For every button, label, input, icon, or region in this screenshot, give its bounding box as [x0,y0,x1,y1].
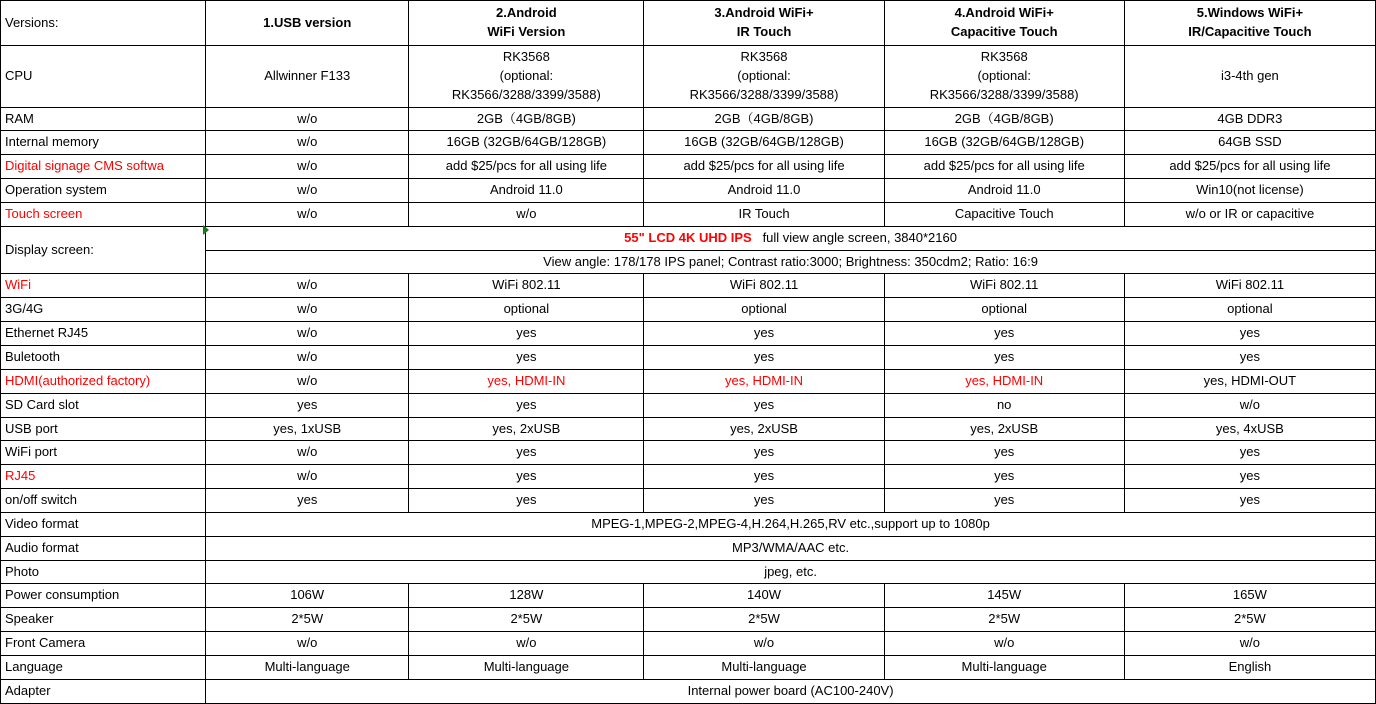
cell-wifiport-v4: yes [884,441,1124,465]
cell-speaker-v3: 2*5W [644,608,884,632]
row-label-rj45: RJ45 [1,465,206,489]
row-label-language: Language [1,655,206,679]
table-row [1,655,1376,679]
row-label-wifi: WiFi [1,274,206,298]
cell-wifiport-v2: yes [409,441,644,465]
cell-3g4g-v4: optional [884,298,1124,322]
table-header-row [1,1,1376,46]
cell-mem-v1: w/o [206,131,409,155]
row-label-operation-system: Operation system [1,179,206,203]
table-row [1,512,1376,536]
table-row [1,465,1376,489]
cell-cms-v4: add $25/pcs for all using life [884,155,1124,179]
cell-video-format: MPEG-1,MPEG-2,MPEG-4,H.264,H.265,RV etc.,support up to 1080p [206,512,1376,536]
cell-3g4g-v3: optional [644,298,884,322]
cell-wifi-v2: WiFi 802.11 [409,274,644,298]
cell-touch-v1: w/o [206,202,409,226]
cell-power-v5: 165W [1124,584,1375,608]
cell-cms-v2: add $25/pcs for all using life [409,155,644,179]
cell-wifi-v3: WiFi 802.11 [644,274,884,298]
table-row [1,274,1376,298]
cell-wifiport-v5: yes [1124,441,1375,465]
cell-touch-v2: w/o [409,202,644,226]
cell-hdmi-v5: yes, HDMI-OUT [1124,369,1375,393]
header-version-5-line2: IR/Capacitive Touch [1188,24,1312,39]
header-version-2-line1: 2.Android [496,5,557,21]
cell-os-v4: Android 11.0 [884,179,1124,203]
cell-power-v1: 106W [206,584,409,608]
row-label-touch-screen: Touch screen [1,202,206,226]
row-label-3g4g: 3G/4G [1,298,206,322]
table-row [1,632,1376,656]
header-version-5-line1: 5.Windows WiFi+ [1196,5,1304,21]
table-row [1,560,1376,584]
header-versions: Versions: [1,1,206,46]
cell-onoff-v3: yes [644,489,884,513]
cell-mem-v2: 16GB (32GB/64GB/128GB) [409,131,644,155]
cell-os-v5: Win10(not license) [1124,179,1375,203]
cell-power-v3: 140W [644,584,884,608]
row-label-cms-software: Digital signage CMS softwa [1,155,206,179]
cell-touch-v4: Capacitive Touch [884,202,1124,226]
table-row [1,489,1376,513]
display-screen-highlight: 55" LCD 4K UHD IPS [624,229,752,245]
header-version-3 [644,1,884,46]
cell-cms-v3: add $25/pcs for all using life [644,155,884,179]
cell-power-v2: 128W [409,584,644,608]
cell-speaker-v1: 2*5W [206,608,409,632]
cell-ram-v4: 2GB（4GB/8GB) [884,107,1124,131]
row-label-hdmi: HDMI(authorized factory) [1,369,206,393]
cell-mem-v3: 16GB (32GB/64GB/128GB) [644,131,884,155]
cpu-line-2: (optional: [977,67,1031,83]
header-version-5 [1124,1,1375,46]
cell-power-v4: 145W [884,584,1124,608]
cell-usb-v3: yes, 2xUSB [644,417,884,441]
row-label-front-camera: Front Camera [1,632,206,656]
cell-rj45-v3: yes [644,465,884,489]
cell-hdmi-v4: yes, HDMI-IN [884,369,1124,393]
cell-onoff-v2: yes [409,489,644,513]
cell-usb-v1: yes, 1xUSB [206,417,409,441]
display-screen-rest: full view angle screen, 3840*2160 [762,229,957,245]
cell-sd-v1: yes [206,393,409,417]
cell-os-v1: w/o [206,179,409,203]
cell-adapter: Internal power board (AC100-240V) [206,679,1376,703]
cell-sd-v3: yes [644,393,884,417]
cell-rj45-v4: yes [884,465,1124,489]
cell-speaker-v2: 2*5W [409,608,644,632]
cell-bt-v2: yes [409,345,644,369]
table-row [1,608,1376,632]
cell-wifi-v1: w/o [206,274,409,298]
cell-language-v4: Multi-language [884,655,1124,679]
cell-3g4g-v2: optional [409,298,644,322]
table-row [1,393,1376,417]
cpu-line-3: RK3566/3288/3399/3588) [451,86,601,102]
cell-rj45-v2: yes [409,465,644,489]
cpu-line-2: (optional: [499,67,554,83]
row-label-display-screen: Display screen: [1,226,206,274]
table-row [1,536,1376,560]
cell-display-screen-line1 [206,226,1376,250]
cell-touch-v5: w/o or IR or capacitive [1124,202,1375,226]
cpu-line-3: RK3566/3288/3399/3588) [929,86,1079,102]
cell-hdmi-v3: yes, HDMI-IN [644,369,884,393]
cell-ram-v3: 2GB（4GB/8GB) [644,107,884,131]
cell-cpu-v3 [644,46,884,108]
row-label-audio-format: Audio format [1,536,206,560]
cpu-line-3: RK3566/3288/3399/3588) [689,86,839,102]
cell-language-v2: Multi-language [409,655,644,679]
row-label-cpu: CPU [1,46,206,108]
cell-eth-v5: yes [1124,322,1375,346]
cpu-line-1: RK3568 [502,49,550,64]
cell-display-screen-line2: View angle: 178/178 IPS panel; Contrast ratio:3000; Brightness: 350cdm2; Ratio: 16:9 [206,250,1376,274]
header-version-4-line1: 4.Android WiFi+ [954,5,1054,21]
header-version-3-line1: 3.Android WiFi+ [714,5,814,21]
table-row [1,345,1376,369]
cell-bt-v4: yes [884,345,1124,369]
cell-camera-v5: w/o [1124,632,1375,656]
row-label-internal-memory: Internal memory [1,131,206,155]
table-row [1,250,1376,274]
cell-speaker-v4: 2*5W [884,608,1124,632]
cell-sd-v2: yes [409,393,644,417]
cell-mem-v5: 64GB SSD [1124,131,1375,155]
cell-photo: jpeg, etc. [206,560,1376,584]
cell-eth-v3: yes [644,322,884,346]
cell-cpu-v1: Allwinner F133 [206,46,409,108]
cell-os-v3: Android 11.0 [644,179,884,203]
header-version-3-line2: IR Touch [736,24,792,39]
header-version-4 [884,1,1124,46]
cell-speaker-v5: 2*5W [1124,608,1375,632]
cell-audio-format: MP3/WMA/AAC etc. [206,536,1376,560]
cell-camera-v1: w/o [206,632,409,656]
header-version-2 [409,1,644,46]
cpu-line-2: (optional: [737,67,791,83]
table-row [1,179,1376,203]
table-row [1,46,1376,108]
table-row [1,441,1376,465]
cell-wifi-v5: WiFi 802.11 [1124,274,1375,298]
row-label-onoff-switch: on/off switch [1,489,206,513]
header-version-4-line2: Capacitive Touch [950,24,1058,39]
cell-language-v3: Multi-language [644,655,884,679]
row-label-bluetooth: Buletooth [1,345,206,369]
cell-onoff-v1: yes [206,489,409,513]
cell-cpu-v4 [884,46,1124,108]
green-arrow-marker-icon [203,225,209,235]
cell-camera-v4: w/o [884,632,1124,656]
cell-usb-v2: yes, 2xUSB [409,417,644,441]
table-row [1,298,1376,322]
cell-3g4g-v1: w/o [206,298,409,322]
table-row [1,202,1376,226]
cell-eth-v4: yes [884,322,1124,346]
cell-bt-v3: yes [644,345,884,369]
row-label-adapter: Adapter [1,679,206,703]
row-label-video-format: Video format [1,512,206,536]
cell-usb-v5: yes, 4xUSB [1124,417,1375,441]
table-row [1,369,1376,393]
row-label-photo: Photo [1,560,206,584]
cell-bt-v1: w/o [206,345,409,369]
table-row [1,322,1376,346]
cell-onoff-v4: yes [884,489,1124,513]
cell-language-v1: Multi-language [206,655,409,679]
cell-language-v5: English [1124,655,1375,679]
cell-ram-v2: 2GB（4GB/8GB) [409,107,644,131]
cell-cpu-v2 [409,46,644,108]
cell-usb-v4: yes, 2xUSB [884,417,1124,441]
cell-cms-v5: add $25/pcs for all using life [1124,155,1375,179]
cell-mem-v4: 16GB (32GB/64GB/128GB) [884,131,1124,155]
cell-touch-v3: IR Touch [644,202,884,226]
row-label-wifi-port: WiFi port [1,441,206,465]
table-row [1,679,1376,703]
cell-3g4g-v5: optional [1124,298,1375,322]
row-label-usb-port: USB port [1,417,206,441]
row-label-power-consumption: Power consumption [1,584,206,608]
cell-bt-v5: yes [1124,345,1375,369]
table-row [1,584,1376,608]
header-version-1: 1.USB version [206,1,409,46]
cell-camera-v2: w/o [409,632,644,656]
cell-os-v2: Android 11.0 [409,179,644,203]
cell-sd-v5: w/o [1124,393,1375,417]
cpu-line-1: RK3568 [740,49,788,64]
cell-sd-v4: no [884,393,1124,417]
table-row [1,417,1376,441]
cell-wifiport-v3: yes [644,441,884,465]
cell-cpu-v5: i3-4th gen [1124,46,1375,108]
cpu-line-1: RK3568 [980,49,1028,64]
cell-ram-v1: w/o [206,107,409,131]
cell-rj45-v5: yes [1124,465,1375,489]
header-version-2-line2: WiFi Version [487,24,566,39]
table-row [1,131,1376,155]
cell-ram-v5: 4GB DDR3 [1124,107,1375,131]
cell-rj45-v1: w/o [206,465,409,489]
cell-onoff-v5: yes [1124,489,1375,513]
cell-hdmi-v1: w/o [206,369,409,393]
row-label-ethernet-rj45: Ethernet RJ45 [1,322,206,346]
row-label-sd-card-slot: SD Card slot [1,393,206,417]
cell-camera-v3: w/o [644,632,884,656]
table-row [1,107,1376,131]
cell-wifi-v4: WiFi 802.11 [884,274,1124,298]
cell-eth-v2: yes [409,322,644,346]
table-row [1,155,1376,179]
cell-wifiport-v1: w/o [206,441,409,465]
cell-eth-v1: w/o [206,322,409,346]
row-label-speaker: Speaker [1,608,206,632]
row-label-ram: RAM [1,107,206,131]
cell-cms-v1: w/o [206,155,409,179]
cell-hdmi-v2: yes, HDMI-IN [409,369,644,393]
